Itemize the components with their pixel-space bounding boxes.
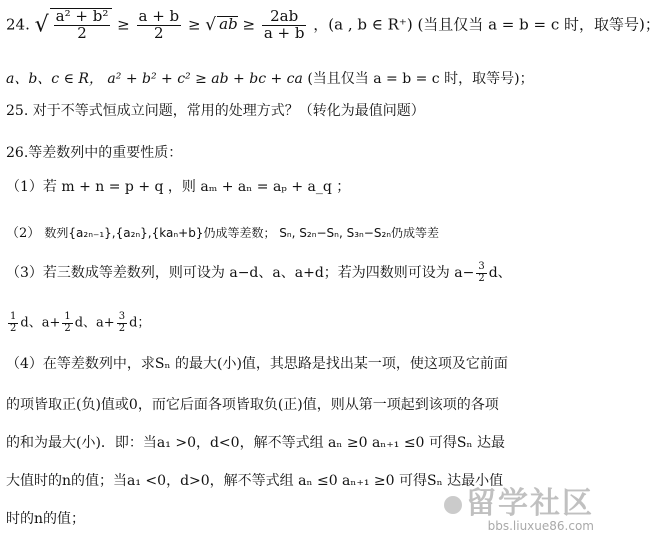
rel-3: ≥ (242, 15, 256, 34)
sqrt-gm: ab (219, 15, 238, 34)
domain-text: ，(a , b ∈ R⁺) (313, 15, 413, 34)
fraction-am: $\frac{a + b}{2}$ (138, 7, 180, 42)
property-3-tail: d、 (488, 265, 512, 281)
rel-1: ≥ (117, 15, 130, 34)
watermark (444, 486, 594, 533)
property-4-line4: 大值时的n的值；当a₁ <0，d>0，解不等式组 aₙ ≤0 aₙ₊₁ ≥0 可得Sₙ 达最小值 (6, 473, 504, 489)
item-26-heading: 26.等差数列中的重要性质： (6, 145, 183, 161)
item-number-24: 24. (6, 15, 30, 34)
sqrt-sign: √ (34, 12, 49, 38)
property-3-cont-b: d、a+ (74, 315, 115, 331)
fraction-hm: $\frac{2ab}{a + b}$ (263, 7, 305, 42)
property-2-label: （2） (6, 226, 41, 241)
property-1: （1）若 m + n = p + q ，则 aₘ + aₙ = aₚ + a_q ； (6, 179, 351, 195)
rel-2: ≥ (187, 15, 201, 34)
property-2 (6, 227, 439, 240)
property-4-line2: 的项皆取正(负)值或0，而它后面各项皆取负(正)值，则从第一项起到该项的各项 (6, 397, 499, 413)
logo-icon (444, 496, 462, 514)
fraction-3-2-b: $\frac{3}{2}$ (118, 311, 126, 334)
property-3 (6, 262, 512, 284)
property-3-cont-a: d、a+ (20, 315, 61, 331)
watermark-url: bbs.liuxue86.com (487, 519, 594, 533)
property-4-line5: 时的n的值； (6, 511, 86, 527)
property-3-text: （3）若三数成等差数列，则可设为 a−d、a、a+d；若为四数则可设为 a− (6, 265, 475, 281)
item-25: 25. 对于不等式恒成立问题，常用的处理方式？（转化为最值问题） (6, 103, 425, 119)
property-3-cont (6, 312, 150, 334)
condition-text-2: (当且仅当 a = b = c 时，取等号)； (307, 71, 534, 87)
formula-24b (6, 72, 534, 86)
condition-text: (当且仅当 a = b = c 时，取等号)； (417, 15, 660, 34)
sqrt-sign-2: √ (205, 14, 217, 35)
fraction-1-2-a: $\frac{1}{2}$ (10, 311, 17, 334)
watermark-brand: 留学社区 (444, 489, 594, 519)
property-2-text: 数列{a₂ₙ₋₁},{a₂ₙ},{kaₙ+b}仍成等差数； Sₙ, S₂ₙ−Sₙ, S₃ₙ−S₂ₙ仍成等差 (44, 226, 440, 240)
formula-24 (6, 8, 660, 42)
fraction-3-2: $\frac{3}{2}$ (478, 261, 485, 284)
inequality-text: a² + b² + c² ≥ ab + bc + ca (107, 71, 303, 87)
fraction-1-2-b: $\frac{1}{2}$ (64, 311, 71, 334)
sqrt-radicand (50, 8, 113, 42)
property-4-line1: （4）在等差数列中，求Sₙ 的最大(小)值，其思路是找出某一项，使这项及它前面 (6, 356, 508, 372)
property-3-cont-c: d； (129, 315, 151, 331)
vars-text: a、b、c ∈ R， (6, 71, 103, 87)
property-4-line3: 的和为最大(小)．即：当a₁ >0，d<0，解不等式组 aₙ ≥0 aₙ₊₁ ≤0 可得Sₙ 达最 (6, 435, 506, 451)
fraction-qm: $\frac{\text{a² + b²}}{2}$ (55, 7, 109, 42)
